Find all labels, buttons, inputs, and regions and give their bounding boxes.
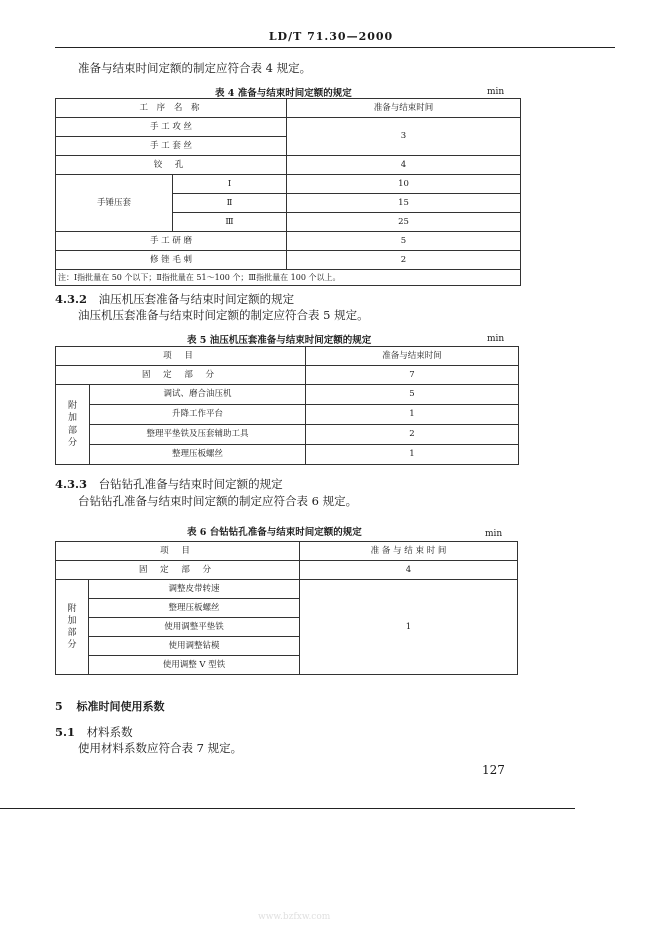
table6-attached-label: [56, 580, 89, 675]
table4-row-name: 手 工 研 磨: [56, 232, 287, 251]
table5-attached-label: [56, 385, 90, 465]
section-4-3-2-body: 油压机压套准备与结束时间定额的制定应符合表 5 规定。: [78, 308, 369, 322]
table4: [55, 98, 521, 286]
table4-row-value: 5: [287, 232, 521, 251]
table6-attached-item: 使用调整平垫铁: [89, 618, 300, 637]
table5-attached-char: 加: [67, 413, 77, 424]
table6-attached-char: 附: [67, 603, 77, 614]
table4-group-level: Ⅰ: [173, 175, 287, 194]
table4-row-name: 修 锉 毛 刺: [56, 251, 287, 270]
section-4-3-3-number: 4.3.3: [55, 477, 88, 491]
table6-attached-char: 分: [67, 640, 77, 651]
table5-attached-value: 5: [306, 385, 519, 405]
table6: [55, 541, 518, 675]
table5-header-item-label: 项 目: [163, 350, 198, 361]
table4-unit: min: [487, 87, 505, 97]
section-4-3-2-heading: [55, 291, 294, 307]
table4-row-name: 手 工 套 丝: [56, 137, 287, 156]
table5: [55, 346, 519, 465]
header-rule: [55, 47, 615, 48]
section-4-3-3-body: 台钻钻孔准备与结束时间定额的制定应符合表 6 规定。: [78, 494, 358, 508]
section-4-3-3-title: 台钻钻孔准备与结束时间定额的规定: [98, 477, 283, 491]
table4-row-name: 手 工 攻 丝: [56, 118, 287, 137]
table6-caption: 表 6 台钻钻孔准备与结束时间定额的规定: [187, 527, 362, 538]
section-5-1-title: 材料系数: [86, 725, 133, 739]
standard-number-header: LD/T 71.30—2000: [268, 30, 394, 43]
section-5-1-heading: [55, 724, 133, 740]
table5-attached-value: 2: [306, 425, 519, 445]
table6-fixed-value: 4: [300, 561, 518, 580]
table6-header-item-label: 项 目: [160, 545, 195, 556]
table5-header-time: 准备与结束时间: [306, 347, 519, 366]
table4-group-level: Ⅱ: [173, 194, 287, 213]
table6-header-time: 准 备 与 结 束 时 间: [300, 542, 518, 561]
table6-attached-char: 加: [67, 615, 77, 626]
table6-attached-char: 部: [67, 628, 77, 638]
table5-attached-value: 1: [306, 405, 519, 425]
page-number: 127: [482, 763, 505, 777]
table5-attached-item: 调试、磨合油压机: [90, 385, 306, 405]
table6-header-item: [56, 542, 300, 561]
table5-unit: min: [487, 334, 505, 344]
table5-fixed-value: 7: [306, 366, 519, 385]
section-4-3-3-heading: [55, 476, 283, 492]
table5-header-item: [56, 347, 306, 366]
table5-attached-char: 分: [67, 437, 77, 448]
table5-attached-value: 1: [306, 445, 519, 465]
watermark: www.bzfxw.com: [258, 912, 331, 922]
table6-attached-item: 调整皮带转速: [89, 580, 300, 599]
table4-row-value: 2: [287, 251, 521, 270]
section-5-title: 标准时间使用系数: [76, 700, 165, 713]
table6-attached-item: 使用调整钻模: [89, 637, 300, 656]
section-5-1-body: 使用材料系数应符合表 7 规定。: [78, 741, 243, 755]
table6-fixed-label: 固 定 部 分: [56, 561, 300, 580]
table4-row-name: 铰 孔: [56, 156, 287, 175]
table4-caption: 表 4 准备与结束时间定额的规定: [215, 88, 352, 99]
table4-header-process: 工 序 名 称: [56, 99, 287, 118]
table4-group-value: 10: [287, 175, 521, 194]
section-4-3-2-number: 4.3.2: [55, 292, 88, 306]
table4-group-value: 15: [287, 194, 521, 213]
table5-caption: 表 5 油压机压套准备与结束时间定额的规定: [187, 335, 372, 346]
table6-attached-value: 1: [300, 580, 518, 675]
section-5-heading: [55, 698, 165, 714]
table5-attached-item: 升降工作平台: [90, 405, 306, 425]
table5-attached-char: 部: [67, 425, 77, 436]
section-5-number: 5: [55, 700, 63, 713]
table4-merged-value: 3: [287, 118, 521, 156]
table4-note: 注：Ⅰ指批量在 50 个以下；Ⅱ指批量在 51～100 个；Ⅲ指批量在 100 个以上。: [56, 270, 521, 286]
table5-attached-item: 整理压板螺丝: [90, 445, 306, 465]
table4-group-name: 手锤压套: [56, 175, 173, 232]
table6-attached-item: 整理压板螺丝: [89, 599, 300, 618]
table5-attached-char: 附: [67, 401, 77, 412]
table5-fixed-label: 固 定 部 分: [56, 366, 306, 385]
section-4-3-2-title: 油压机压套准备与结束时间定额的规定: [98, 292, 295, 306]
table6-unit: min: [485, 529, 503, 539]
intro-paragraph: 准备与结束时间定额的制定应符合表 4 规定。: [78, 61, 312, 75]
table4-group-level: Ⅲ: [173, 213, 287, 232]
table6-attached-item: 使用调整 V 型铁: [89, 656, 300, 675]
table4-header-time: 准备与结束时间: [287, 99, 521, 118]
table4-row-value: 4: [287, 156, 521, 175]
footer-rule: [0, 808, 575, 809]
table4-group-value: 25: [287, 213, 521, 232]
section-5-1-number: 5.1: [55, 725, 76, 739]
table5-attached-item: 整理平垫铁及压套辅助工具: [90, 425, 306, 445]
